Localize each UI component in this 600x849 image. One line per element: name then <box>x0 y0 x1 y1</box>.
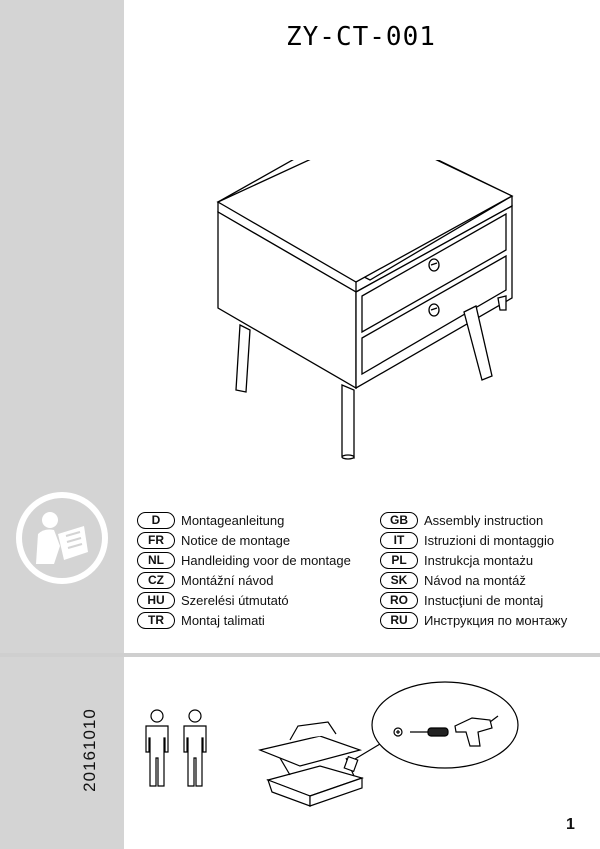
language-label: Assembly instruction <box>424 512 544 528</box>
toolbox-icon <box>260 722 362 806</box>
person-icon <box>184 710 206 786</box>
language-code: FR <box>137 532 175 549</box>
language-label: Montážní návod <box>181 572 274 588</box>
language-item <box>380 510 567 530</box>
language-item <box>380 530 567 550</box>
language-code: RO <box>380 592 418 609</box>
language-label: Istruzioni di montaggio <box>424 532 555 548</box>
two-persons-icon <box>140 708 215 788</box>
language-item <box>380 590 567 610</box>
language-item <box>137 570 351 590</box>
read-manual-icon <box>14 490 110 586</box>
language-item <box>137 510 351 530</box>
language-code: RU <box>380 612 418 629</box>
language-label: Инструкция по монтажу <box>424 612 568 628</box>
language-code: GB <box>380 512 418 529</box>
language-item <box>380 610 567 630</box>
left-sidebar-band <box>0 0 124 849</box>
language-item <box>380 570 567 590</box>
language-label: Szerelési útmutató <box>181 592 289 608</box>
language-item <box>137 530 351 550</box>
language-item <box>137 550 351 570</box>
language-code: TR <box>137 612 175 629</box>
language-item <box>137 610 351 630</box>
language-label: Návod na montáž <box>424 572 526 588</box>
language-code: HU <box>137 592 175 609</box>
language-item <box>380 550 567 570</box>
language-label: Instucţiuni de montaj <box>424 592 544 608</box>
date-code: 20161010 <box>80 708 99 792</box>
language-item <box>137 590 351 610</box>
page-number: 1 <box>566 816 575 833</box>
language-code: NL <box>137 552 175 569</box>
language-code: D <box>137 512 175 529</box>
language-code: IT <box>380 532 418 549</box>
language-list-left <box>137 510 351 630</box>
person-icon <box>146 710 168 786</box>
language-label: Handleiding voor de montage <box>181 552 351 568</box>
language-list-right <box>380 510 567 630</box>
language-label: Montageanleitung <box>181 512 285 528</box>
language-code: PL <box>380 552 418 569</box>
language-label: Montaj talimati <box>181 612 265 628</box>
section-divider <box>0 653 600 657</box>
language-label: Notice de montage <box>181 532 291 548</box>
language-label: Instrukcja montażu <box>424 552 534 568</box>
nightstand-illustration <box>210 160 520 470</box>
language-code: SK <box>380 572 418 589</box>
language-code: CZ <box>137 572 175 589</box>
tools-illustration <box>250 680 520 810</box>
model-number: ZY-CT-001 <box>286 22 436 52</box>
